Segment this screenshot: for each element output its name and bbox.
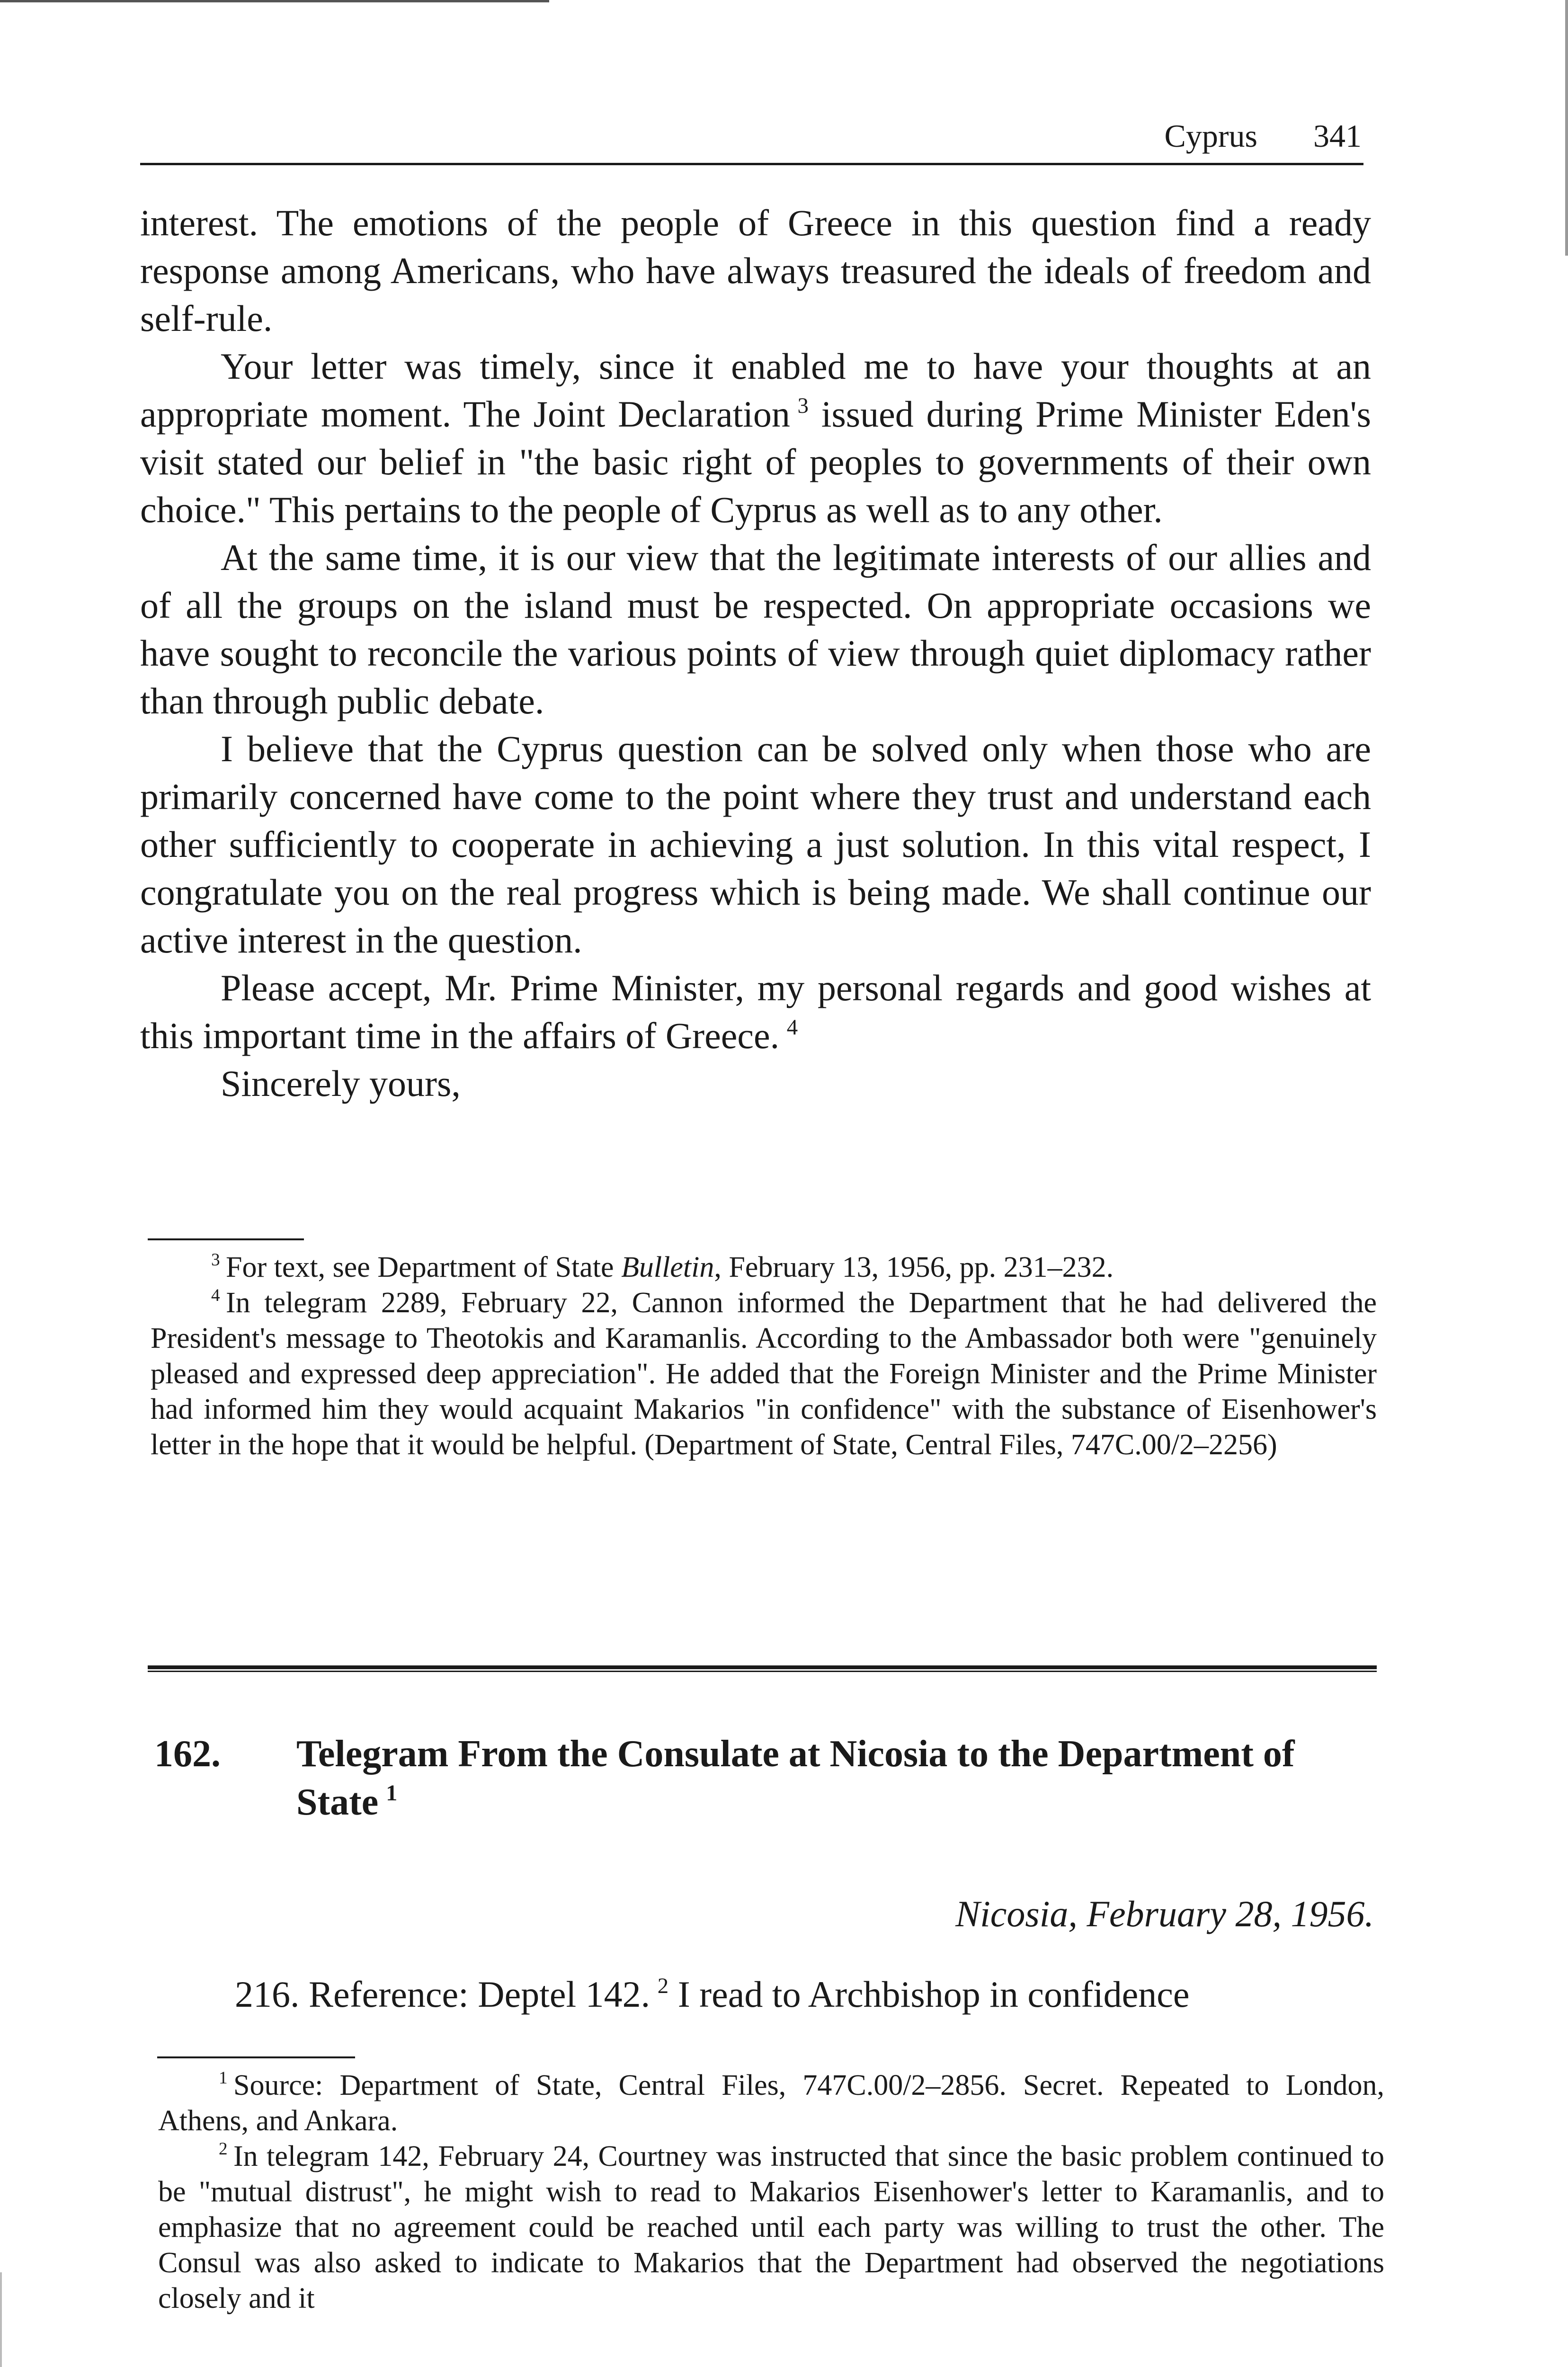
footnote-1 — [158, 2068, 1384, 2139]
document-title-text: Telegram From the Consulate at Nicosia to the Department of State — [296, 1733, 1295, 1823]
running-head-title: Cyprus — [1164, 118, 1257, 154]
document-title — [296, 1730, 1338, 1826]
paragraph-text: issued during Prime Minister Eden's visit stated our belief in "the basic right of peoples to governments of their own choice." This pertains to the people of Cyprus as well as to any other. — [140, 393, 1372, 530]
footnote-number: 4 — [211, 1286, 220, 1306]
footnote-rule — [148, 1238, 304, 1240]
paragraph: At the same time, it is our view that the legitimate interests of our allies and of all the groups on the island must be respected. On appropriate occasions we have sought to reconcile the various points of view through quiet diplomacy rather than through public debate. — [140, 537, 1371, 721]
paragraph — [154, 1970, 1385, 2018]
paragraph-text: Your letter was timely, since it enabled me to have your thoughts at an appropriate moment. The Joint Declaration — [140, 346, 1371, 435]
letter-body — [140, 199, 1371, 1107]
paragraph-text: I read to Archbishop in confidence — [677, 1974, 1190, 2015]
paragraph: interest. The emotions of the people of Greece in this question find a ready response among Americans, who have always treasured the ideals of freedom and self-rule. — [140, 202, 1371, 339]
paragraph-text: 216. Reference: Deptel 142. — [235, 1974, 650, 2015]
footnote-text: In telegram 2289, February 22, Cannon informed the Department that he had delivered the President's message to Theotokis and Karamanlis. According to the Ambassador both were "genuinely pleased and expressed deep appreciation". He added that the Foreign Minister and the Prime Minister had informed him they would acquaint Makarios "in confidence" with the substance of Eisenhower's letter in the hope that it would be helpful. (Department of State, Central Files, 747C.00/2–2256) — [151, 1287, 1377, 1461]
footnote-4 — [151, 1285, 1377, 1463]
dateline: Nicosia, February 28, 1956. — [955, 1893, 1374, 1934]
footnote-number: 1 — [219, 2068, 228, 2088]
scan-edge-left — [0, 2272, 2, 2367]
scan-edge-line — [0, 0, 549, 2]
footnote-ref: 3 — [797, 393, 809, 418]
scan-edge-right — [1565, 0, 1568, 256]
document-number: 162. — [154, 1733, 221, 1775]
page-number: 341 — [1313, 118, 1362, 154]
footnote-italic-text: Bulletin — [621, 1251, 714, 1283]
paragraph — [140, 342, 1371, 534]
footnotes-letter — [151, 1250, 1377, 1463]
footnote-text: For text, see Department of State — [226, 1251, 622, 1283]
footnote-2 — [158, 2139, 1384, 2316]
footnote-number: 3 — [211, 1250, 220, 1270]
footnote-3 — [151, 1250, 1377, 1285]
footnotes-telegram — [158, 2068, 1384, 2316]
footnote-text: Source: Department of State, Central Files, 747C.00/2–2856. Secret. Repeated to London, Athens, and Ankara. — [158, 2069, 1384, 2137]
paragraph-text: Please accept, Mr. Prime Minister, my personal regards and good wishes at this important time in the affairs of Greece. — [140, 967, 1371, 1056]
footnote-ref: 4 — [786, 1014, 798, 1040]
footnote-text: In telegram 142, February 24, Courtney was instructed that since the basic problem continued to be "mutual distrust", he might wish to read to Makarios Eisenhower's letter to Karamanlis, and to emphasize that no agreement could be reached until each party was willing to trust the other. The Consul was also asked to indicate to Makarios that the Department had observed the negotiations closely and it — [158, 2140, 1384, 2314]
footnote-text: , February 13, 1956, pp. 231–232. — [714, 1251, 1114, 1283]
footnote-rule — [157, 2056, 355, 2058]
footnote-ref: 1 — [386, 1780, 398, 1806]
paragraph: I believe that the Cyprus question can be solved only when those who are primarily concerned have come to the point where they trust and understand each other sufficiently to cooperate in achieving a just solution. In this vital respect, I congratulate you on the real progress which is being made. We shall continue our active interest in the question. — [140, 728, 1371, 961]
header-rule — [140, 163, 1363, 165]
telegram-body — [154, 1970, 1385, 2018]
footnote-number: 2 — [219, 2139, 228, 2159]
running-head — [0, 117, 1362, 155]
footnote-ref: 2 — [657, 1973, 669, 1998]
paragraph — [140, 964, 1371, 1059]
closing: Sincerely yours, — [221, 1063, 461, 1104]
section-divider — [148, 1665, 1377, 1672]
